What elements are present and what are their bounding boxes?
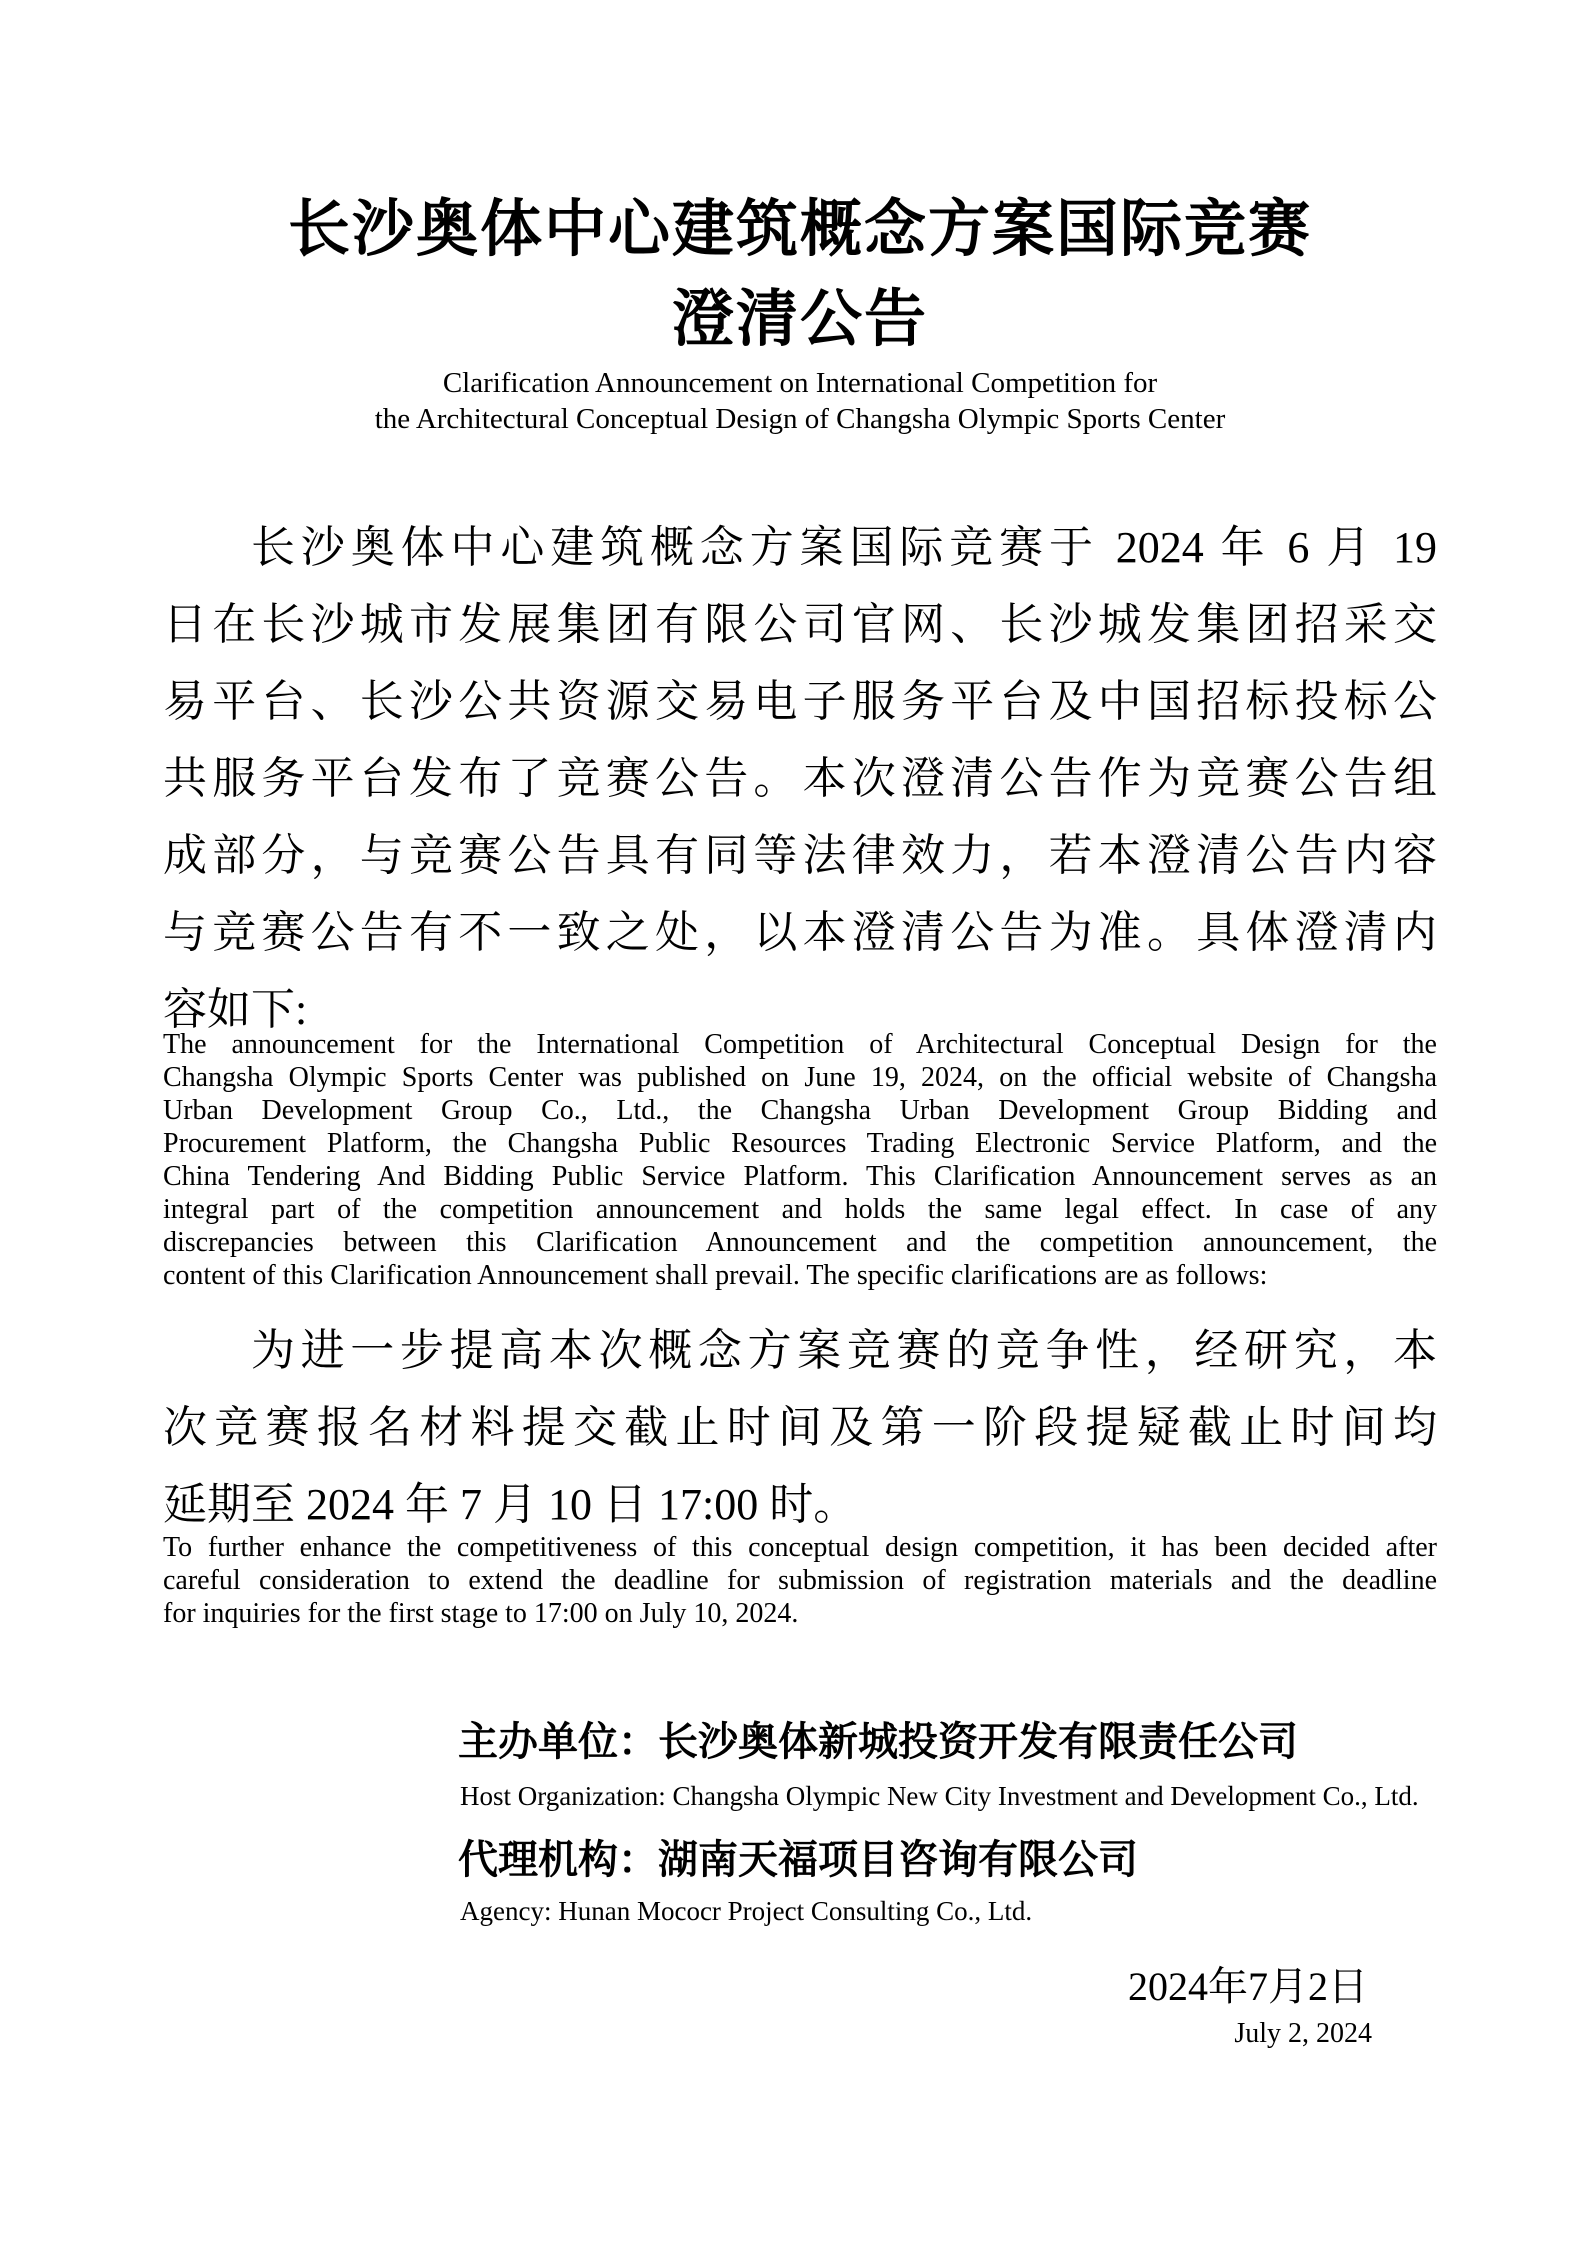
en-paragraph-1 [163,1028,1437,1292]
doc-title-cn-line2: 澄清公告 [671,286,928,354]
host-organization-cn: 主办单位：长沙奥体新城投资开发有限责任公司 [458,1719,1298,1764]
paragraph-line: careful consideration to extend the deadline for submission of registration materials and the deadline [163,1565,1437,1596]
paragraph-line: Procurement Platform, the Changsha Public Resources Trading Electronic Service Platform, and the [163,1128,1437,1159]
paragraph-line: The announcement for the International Competition of Architectural Conceptual Design for the [163,1029,1437,1060]
paragraph-line: 成部分，与竞赛公告具有同等法律效力，若本澄清公告内容 [163,831,1437,880]
doc-title-cn-line1: 长沙奥体中心建筑概念方案国际竞赛 [287,196,1312,264]
paragraph-line: 长沙奥体中心建筑概念方案国际竞赛于 2024 年 6 月 19 [251,523,1437,572]
en-paragraph-2 [163,1531,1437,1630]
paragraph-line: 次竞赛报名材料提交截止时间及第一阶段提疑截止时间均 [163,1403,1437,1452]
paragraph-line: integral part of the competition announcement and holds the same legal effect. In case of any [163,1194,1437,1225]
paragraph-line: 延期至 2024 年 7 月 10 日 17:00 时。 [163,1480,858,1529]
doc-subtitle-en-line1: Clarification Announcement on International Competition for [442,367,1158,399]
paragraph-line: Changsha Olympic Sports Center was published on June 19, 2024, on the official website of Changsha [163,1062,1437,1093]
host-organization-en: Host Organization: Changsha Olympic New City Investment and Development Co., Ltd. [460,1781,1419,1811]
paragraph-line: 容如下: [163,985,308,1034]
cn-paragraph-2 [163,1312,1437,1543]
paragraph-line: 共服务平台发布了竞赛公告。本次澄清公告作为竞赛公告组 [163,754,1437,803]
paragraph-line: 与竞赛公告有不一致之处，以本澄清公告为准。具体澄清内 [163,908,1437,957]
paragraph-line: China Tendering And Bidding Public Service Platform. This Clarification Announcement serves as an [163,1161,1437,1192]
agency-cn: 代理机构：湖南天福项目咨询有限公司 [458,1837,1138,1882]
cn-paragraph-1 [163,509,1437,1048]
paragraph-line: 为进一步提高本次概念方案竞赛的竞争性，经研究，本 [251,1326,1437,1375]
date-cn: 2024年7月2日 [1128,1964,1368,2009]
paragraph-line: Urban Development Group Co., Ltd., the Changsha Urban Development Group Bidding and [163,1095,1437,1126]
paragraph-line: discrepancies between this Clarification Announcement and the competition announcement, the [163,1227,1437,1258]
paragraph-line: 日在长沙城市发展集团有限公司官网、长沙城发集团招采交 [163,600,1437,649]
paragraph-line: 易平台、长沙公共资源交易电子服务平台及中国招标投标公 [163,677,1437,726]
paragraph-line: content of this Clarification Announcement shall prevail. The specific clarifications are as follows: [163,1260,1268,1291]
paragraph-line: for inquiries for the first stage to 17:00 on July 10, 2024. [163,1598,799,1629]
paragraph-line: To further enhance the competitiveness of this conceptual design competition, it has been decided after [163,1532,1437,1563]
agency-en: Agency: Hunan Mococr Project Consulting Co., Ltd. [460,1896,1033,1926]
doc-subtitle-en-line2: the Architectural Conceptual Design of Changsha Olympic Sports Center [374,403,1226,435]
date-en: July 2, 2024 [1234,2018,1372,2049]
